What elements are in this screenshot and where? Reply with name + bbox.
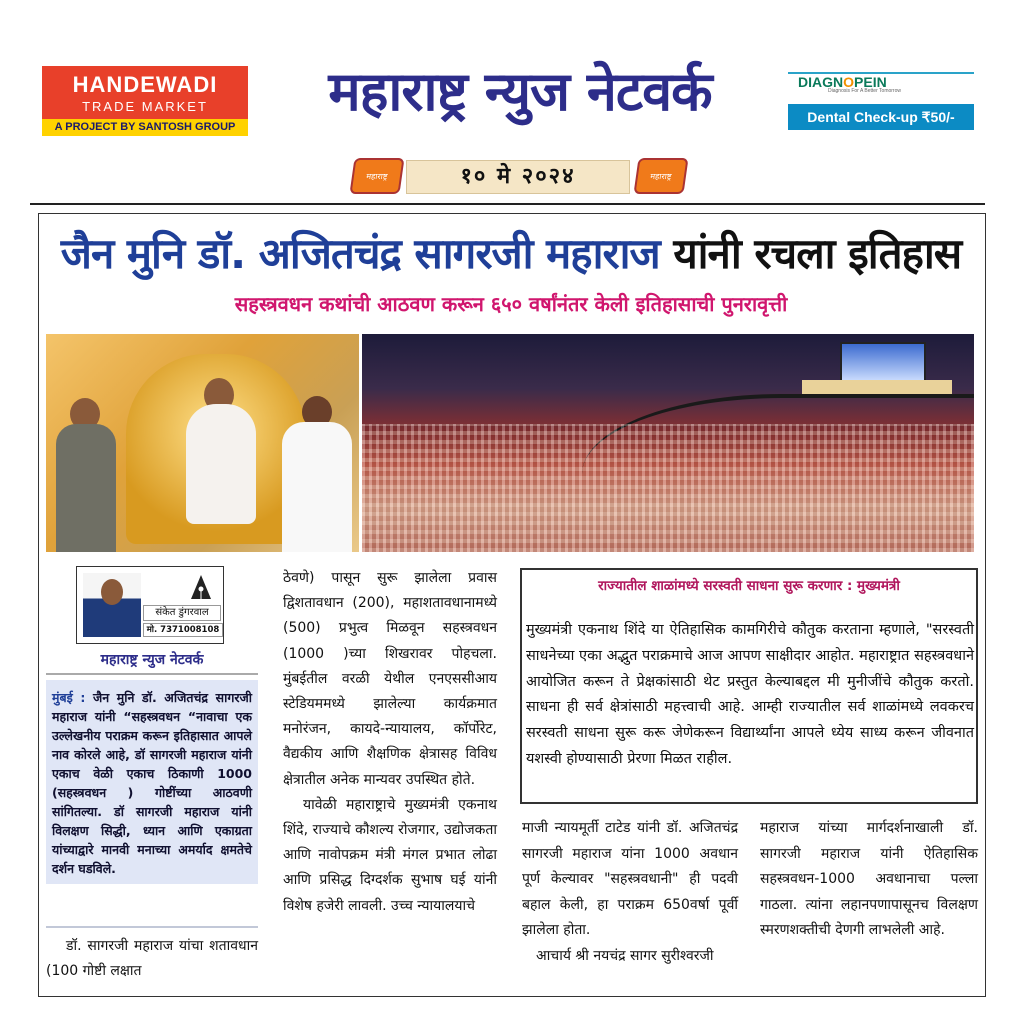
article-paragraph: यावेळी महाराष्ट्राचे मुख्यमंत्री एकनाथ शिंदे, राज्याचे कौशल्य रोजगार, उद्योजकता आणि नावोपक्रम मंत्री मंगल प्रभात लोढा आणि प्रसिद्ध दिग्दर्शक सुभाष घई यांनी विशेष हजेरी लावली. उच्च न्यायालयाचे	[283, 796, 497, 914]
article-column-3	[522, 816, 738, 970]
photo-muni-on-throne[interactable]	[46, 334, 359, 552]
article-paragraph: ठेवणे) पासून सुरू झालेला प्रवास द्विशतावधान (200), महाशतावधानामध्ये (500) प्रभुत्व मिळवून सहस्त्रवधन (1000 )च्या शिखरावर पोहचला. मुंबईतील वरळी येथील एनएससीआय स्टेडियममध्ये झालेल्या कार्यक्रमात मनोरंजन, कायदे-न्यायालय, कॉर्पोरेट, वैद्यकीय आणि शैक्षणिक क्षेत्रासह विविध क्षेत्रातील अनेक मान्यवर उपस्थित होते.	[283, 570, 497, 788]
photo-stadium-audience[interactable]	[362, 334, 974, 552]
handewadi-ad[interactable]	[42, 66, 248, 136]
article-column-2	[283, 566, 497, 919]
ad-left-line2: TRADE MARKET	[82, 99, 208, 114]
ad-left-line3: A PROJECT BY SANTOSH GROUP	[42, 119, 248, 136]
masthead-divider	[30, 203, 985, 205]
masthead-title: महाराष्ट्र न्युज नेटवर्क	[328, 60, 712, 123]
figure-left	[56, 424, 116, 552]
ad-right-divider	[788, 72, 974, 74]
reporter-photo	[83, 573, 141, 637]
reporter-card	[76, 566, 224, 644]
newspaper-logo-badge: महाराष्ट्र	[633, 158, 688, 194]
cm-quote-box-body: मुख्यमंत्री एकनाथ शिंदे या ऐतिहासिक कामगिरीचे कौतुक करताना म्हणाले, "सरस्वती साधनेच्या एका अद्भुत पराक्रमाचे आज आपण साक्षीदार आहोत. महाराष्ट्रात सहस्त्रवधाने आयोजित करून ते प्रेक्षकांसाठी थेट प्रस्तुत केल्याबद्दल मी मुनीजींचे कौतुक करतो. साधना ही सर्व क्षेत्रांसाठी महत्त्वाची आहे. आम्ही राज्यातील सर्व शाळांमध्ये लवकरच सरस्वती साधना सुरू करू जेणेकरून विद्यार्थ्यांना आपले ध्येय साध्य करून जीवनात यशस्वी होण्यासाठी प्रेरणा मिळत राहील.	[526, 622, 974, 767]
column-divider	[46, 926, 258, 928]
article-paragraph: आचार्य श्री नयचंद्र सागर सुरीश्वरजी	[536, 947, 714, 964]
crowd	[362, 424, 974, 552]
diagnopein-ad[interactable]	[788, 74, 974, 130]
issue-date: १० मे २०२४	[406, 160, 630, 194]
article-paragraph: माजी न्यायमूर्ती टाटेड यांनी डॉ. अजितचंद्र सागरजी महाराज यांना 1000 अवधान पूर्ण केल्यावर "सहस्त्रवधानी" ही पदवी बहाल केली, हा पराक्रम 650वर्षा पूर्वी झालेला होता.	[522, 820, 738, 939]
article-subheadline: सहस्त्रवधन कथांची आठवण करून ६५० वर्षांनंतर केली इतिहासाची पुनरावृत्ती	[234, 292, 788, 316]
stage-screen	[840, 342, 926, 384]
reporter-name: संकेत डुंगरवाल	[143, 605, 221, 621]
ad-right-brand: DIAGNOPEIN	[798, 74, 887, 90]
agency-label: महाराष्ट्र न्युज नेटवर्क	[46, 650, 258, 675]
reporter-phone: मो. 7371008108	[143, 623, 223, 637]
ad-left-line1: HANDEWADI	[72, 72, 218, 97]
cm-quote-box	[520, 568, 978, 804]
article-headline: जैन मुनि डॉ. अजितचंद्र सागरजी महाराज यांनी रचला इतिहास	[60, 229, 962, 278]
article-column-4	[760, 816, 978, 944]
article-paragraph: डॉ. सागरजी महाराज यांचा शतावधान (100 गोष्टी लक्षात	[46, 938, 258, 979]
figure-right	[282, 422, 352, 552]
ad-right-tagline: Diagnosis For A Better Tomorrow	[828, 88, 901, 94]
reporter-head	[101, 579, 123, 605]
stage	[802, 380, 952, 394]
fountain-pen-icon	[181, 569, 221, 601]
cm-quote-box-title: राज्यातील शाळांमध्ये सरस्वती साधना सुरू करणार : मुख्यमंत्री	[598, 578, 900, 594]
ad-right-offer: Dental Check-up ₹50/-	[788, 104, 974, 130]
article-paragraph: महाराज यांच्या मार्गदर्शनाखाली डॉ. सागरजी महाराज यांनी ऐतिहासिक सहस्त्रवधन-1000 अवधानाचा पल्ला गाठला. त्यांना लहानपणापासूनच विलक्षण स्मरणशक्तीची देणगी लाभलेली आहे.	[760, 820, 978, 939]
article-lead-paragraph: मुंबई : जैन मुनि डॉ. अजितचंद्र सागरजी महाराज यांनी “सहस्त्रवधन “नावाचा एक उल्लेखनीय पराक्रम करून इतिहासात आपले नाव कोरले आहे, डॉ सागरजी महाराज यांनी एकाच वेळी एकाच ठिकाणी 1000 (सहस्त्रवधन ) गोष्टींच्या आठवणी सांगितल्या. डॉ सागरजी महाराज यांनी विलक्षण सिद्धी, ध्यान आणि एकाग्रता यांच्याद्वारे मानवी मनाच्या अमर्याद क्षमतेचे दर्शन घडविले.	[46, 680, 258, 884]
newspaper-logo-badge: महाराष्ट्र	[349, 158, 404, 194]
dateline: मुंबई :	[52, 690, 86, 705]
figure-center	[186, 404, 256, 524]
